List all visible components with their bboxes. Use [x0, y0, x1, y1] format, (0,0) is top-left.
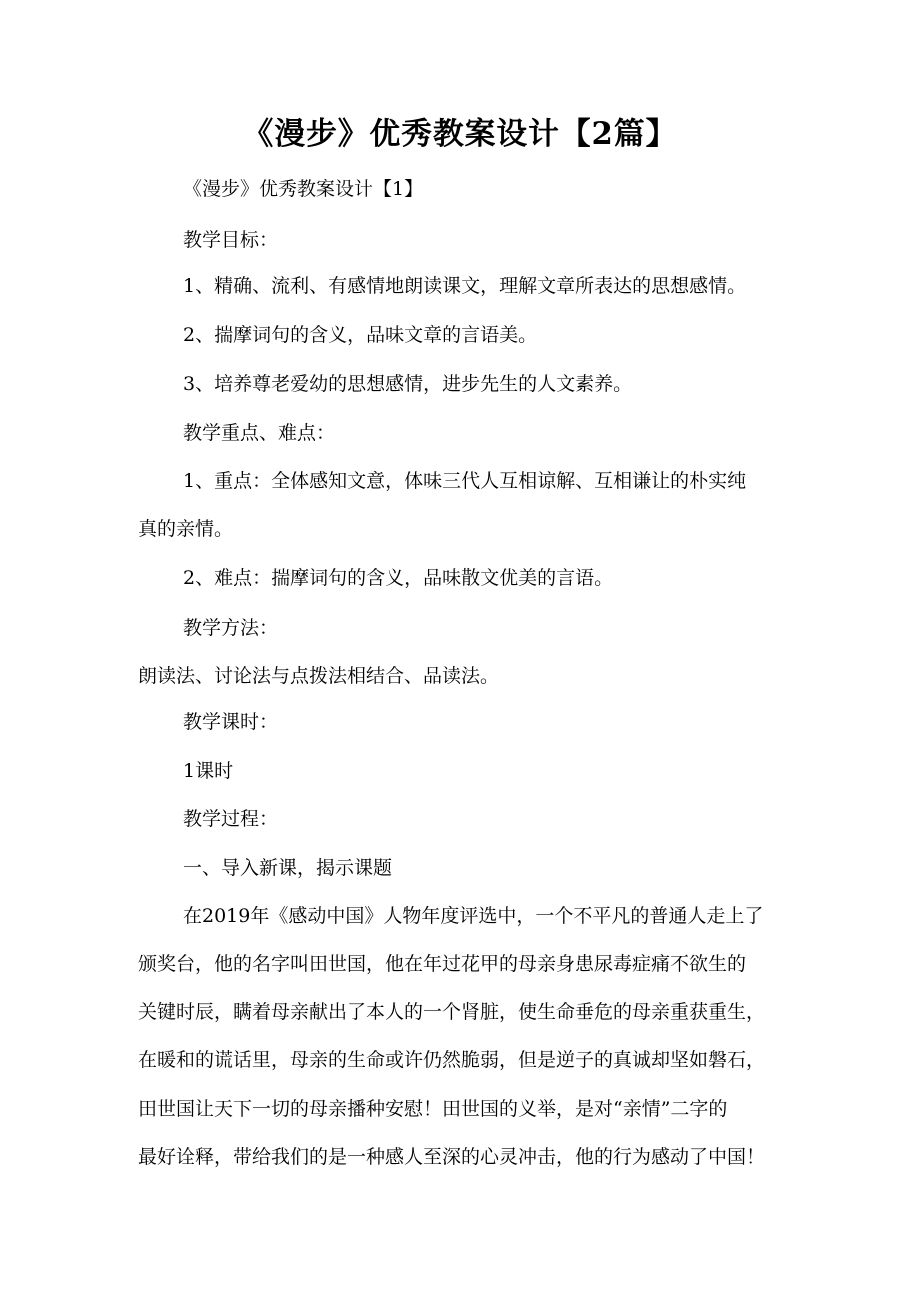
- paragraph-line-4: 在暖和的谎话里，母亲的生命或许仍然脆弱，但是逆子的真诚却坚如磐石，: [138, 1049, 766, 1071]
- section-heading-class-hours: 教学课时：: [183, 711, 279, 733]
- document-title: 《漫步》优秀教案设计【2篇】: [242, 116, 678, 152]
- objective-2: 2、揣摩词句的含义，品味文章的言语美。: [183, 324, 538, 346]
- paragraph-line-1: 在2019年《感动中国》人物年度评选中，一个不平凡的普通人走上了: [183, 905, 764, 927]
- paragraph-line-6: 最好诠释，带给我们的是一种感人至深的心灵冲击，他的行为感动了中国！: [138, 1146, 766, 1168]
- class-hours-text: 1课时: [183, 760, 234, 782]
- section-heading-key-points: 教学重点、难点：: [183, 422, 336, 444]
- process-step-1: 一、导入新课，揭示课题: [183, 857, 393, 879]
- section-heading-process: 教学过程：: [183, 808, 279, 830]
- key-point-1: 1、重点：全体感知文意，体味三代人互相谅解、互相谦让的朴实纯: [183, 470, 747, 492]
- subtitle: 《漫步》优秀教案设计【1】: [183, 178, 424, 200]
- section-heading-methods: 教学方法：: [183, 617, 279, 639]
- paragraph-line-2: 颁奖台，他的名字叫田世国，他在年过花甲的母亲身患尿毒症痛不欲生的: [138, 953, 747, 975]
- paragraph-line-5: 田世国让天下一切的母亲播种安慰！田世国的义举，是对“亲情”二字的: [138, 1098, 728, 1120]
- key-point-2: 2、难点：揣摩词句的含义，品味散文优美的言语。: [183, 567, 614, 589]
- methods-text: 朗读法、讨论法与点拨法相结合、品读法。: [138, 665, 500, 687]
- key-point-1-continued: 真的亲情。: [138, 518, 234, 540]
- paragraph-line-3: 关键时辰，瞒着母亲献出了本人的一个肾脏，使生命垂危的母亲重获重生，: [138, 1001, 766, 1023]
- objective-1: 1、精确、流利、有感情地朗读课文，理解文章所表达的思想感情。: [183, 275, 747, 297]
- objective-3: 3、培养尊老爱幼的思想感情，进步先生的人文素养。: [183, 373, 633, 395]
- section-heading-objectives: 教学目标：: [183, 229, 279, 251]
